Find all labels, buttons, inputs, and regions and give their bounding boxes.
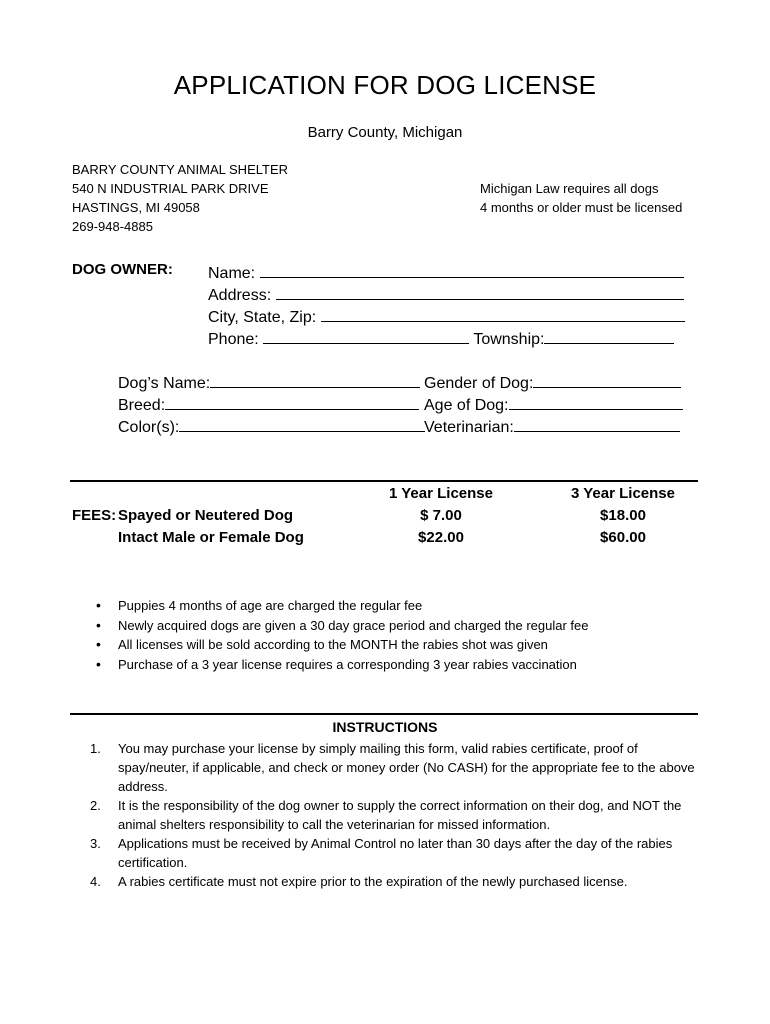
owner-name-field[interactable]: [260, 261, 684, 278]
fees-label: FEES:: [72, 507, 117, 524]
owner-name-row: [208, 261, 684, 283]
list-item-text: You may purchase your license by simply mailing this form, valid rabies certificate, proof of spay/neuter, if applicable, and check or money order (No CASH) for the appropriate fee to the above address.: [118, 741, 695, 794]
owner-city-label: City, State, Zip:: [208, 309, 317, 326]
dog-color-row: [118, 415, 425, 437]
dog-name-label: Dog’s Name:: [118, 375, 211, 392]
law-notice-line-1: Michigan Law requires all dogs: [480, 181, 659, 196]
instructions-list: [90, 739, 710, 891]
dog-breed-label: Breed:: [118, 397, 166, 414]
fee-row-type: Spayed or Neutered Dog: [118, 507, 294, 524]
list-item-number: 2.: [90, 798, 101, 813]
instructions-heading: INSTRUCTIONS: [332, 719, 438, 735]
page-subtitle: Barry County, Michigan: [307, 124, 463, 141]
list-item-text: A rabies certificate must not expire prior to the expiration of the newly purchased license.: [118, 874, 628, 889]
fee-notes-list: [96, 596, 588, 674]
fee-column-3-year: 3 Year License: [571, 485, 675, 502]
dog-age-field[interactable]: [509, 393, 683, 410]
shelter-phone: 269-948-4885: [72, 219, 153, 234]
dog-gender-row: [424, 371, 681, 393]
dog-breed-field[interactable]: [165, 393, 419, 410]
dog-age-row: [424, 393, 683, 415]
dog-name-row: [118, 371, 420, 393]
fee-row-1-year: $ 7.00: [420, 507, 462, 524]
owner-address-field[interactable]: [276, 283, 684, 300]
list-item: • Newly acquired dogs are given a 30 day grace period and charged the regular fee: [96, 616, 588, 636]
owner-city-row: [208, 305, 685, 327]
fee-row-3-year: $18.00: [600, 507, 646, 524]
dog-age-label: Age of Dog:: [424, 397, 509, 414]
fee-row-3-year: $60.00: [600, 529, 646, 546]
owner-name-label: Name:: [208, 265, 256, 282]
fees-divider: [70, 480, 698, 482]
list-item-text: Applications must be received by Animal Control no later than 30 days after the day of the rabies certification.: [118, 836, 673, 870]
page-title: APPLICATION FOR DOG LICENSE: [173, 70, 597, 100]
list-item: • All licenses will be sold according to the MONTH the rabies shot was given: [96, 635, 588, 655]
shelter-name: BARRY COUNTY ANIMAL SHELTER: [72, 162, 289, 177]
fee-row-type: Intact Male or Female Dog: [118, 529, 304, 546]
list-item-number: 4.: [90, 874, 101, 889]
dog-gender-label: Gender of Dog:: [424, 375, 534, 392]
owner-address-row: [208, 283, 684, 305]
dog-name-field[interactable]: [210, 371, 420, 388]
list-item: [90, 872, 710, 891]
owner-phone-field[interactable]: [263, 327, 469, 344]
list-item: [90, 796, 710, 834]
list-item: [90, 739, 710, 796]
owner-township-field[interactable]: [544, 327, 674, 344]
list-item: • Puppies 4 months of age are charged the regular fee: [96, 596, 588, 616]
dog-vet-field[interactable]: [514, 415, 680, 432]
list-item: [90, 834, 710, 872]
dog-color-field[interactable]: [179, 415, 425, 432]
owner-phone-label: Phone:: [208, 331, 259, 348]
dog-breed-row: [118, 393, 419, 415]
owner-township-label: Township:: [473, 331, 545, 348]
law-notice-line-2: 4 months or older must be licensed: [480, 200, 683, 215]
dog-owner-label: DOG OWNER:: [72, 261, 173, 278]
dog-vet-label: Veterinarian:: [424, 419, 514, 436]
list-item-number: 3.: [90, 836, 101, 851]
fee-column-1-year: 1 Year License: [389, 485, 493, 502]
owner-phone-row: [208, 327, 674, 349]
dog-color-label: Color(s):: [118, 419, 180, 436]
shelter-city: HASTINGS, MI 49058: [72, 200, 200, 215]
instructions-divider: [70, 713, 698, 715]
shelter-street: 540 N INDUSTRIAL PARK DRIVE: [72, 181, 269, 196]
owner-address-label: Address:: [208, 287, 272, 304]
owner-city-field[interactable]: [321, 305, 685, 322]
dog-vet-row: [424, 415, 680, 437]
fee-row-1-year: $22.00: [418, 529, 464, 546]
dog-gender-field[interactable]: [533, 371, 681, 388]
list-item-number: 1.: [90, 741, 101, 756]
list-item: • Purchase of a 3 year license requires a corresponding 3 year rabies vaccination: [96, 655, 588, 675]
list-item-text: It is the responsibility of the dog owner to supply the correct information on their dog, and NOT the animal shelters responsibility to call the veterinarian for missed information.: [118, 798, 682, 832]
